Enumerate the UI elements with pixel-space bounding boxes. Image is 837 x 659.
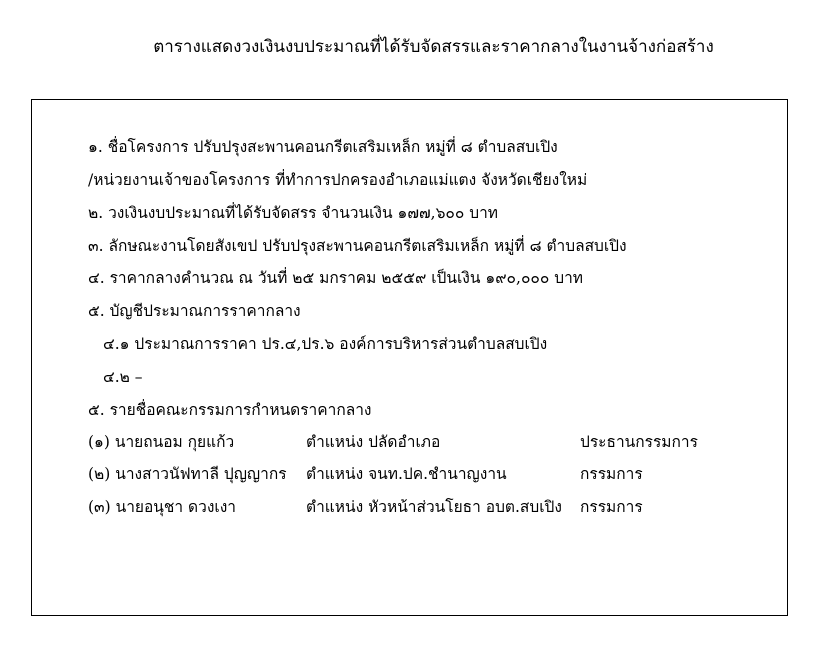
committee-member-name: (๓) นายอนุชา ดวงเงา bbox=[88, 498, 236, 516]
document-title: ตารางแสดงวงเงินงบประมาณที่ได้รับจัดสรรและราคากลางในงานจ้างก่อสร้าง bbox=[153, 37, 714, 57]
committee-member-role: ประธานกรรมการ bbox=[580, 433, 698, 451]
work-nature-line: ๓. ลักษณะงานโดยสังเขป ปรับปรุงสะพานคอนกรีตเสริมเหล็ก หมู่ที่ ๘ ตำบลสบเปิง bbox=[88, 237, 627, 255]
price-list-item-2: ๔.๒ – bbox=[103, 368, 143, 386]
committee-member-name: (๒) นางสาวนัฟทาลี ปุญญากร bbox=[88, 465, 287, 483]
budget-line: ๒. วงเงินงบประมาณที่ได้รับจัดสรร จำนวนเงิน ๑๗๗,๖๐๐ บาท bbox=[88, 204, 499, 222]
committee-member-position: ตำแหน่ง หัวหน้าส่วนโยธา อบต.สบเปิง bbox=[306, 498, 562, 516]
median-price-line: ๔. ราคากลางคำนวณ ณ วันที่ ๒๕ มกราคม ๒๕๕๙ เป็นเงิน ๑๙๐,๐๐๐ บาท bbox=[88, 269, 584, 287]
committee-header: ๕. รายชื่อคณะกรรมการกำหนดราคากลาง bbox=[88, 401, 372, 419]
committee-member-role: กรรมการ bbox=[580, 465, 643, 483]
committee-member-name: (๑) นายถนอม กุยแก้ว bbox=[88, 433, 235, 451]
committee-member-role: กรรมการ bbox=[580, 498, 643, 516]
project-name-line: ๑. ชื่อโครงการ ปรับปรุงสะพานคอนกรีตเสริมเหล็ก หมู่ที่ ๘ ตำบลสบเปิง bbox=[88, 138, 558, 156]
price-list-item-1: ๔.๑ ประมาณการราคา ปร.๔,ปร.๖ องค์การบริหารส่วนตำบลสบเปิง bbox=[103, 335, 548, 353]
agency-line: /หน่วยงานเจ้าของโครงการ ที่ทำการปกครองอำเภอแม่แตง จังหวัดเชียงใหม่ bbox=[88, 171, 588, 189]
committee-member-position: ตำแหน่ง ปลัดอำเภอ bbox=[306, 433, 441, 451]
price-list-header: ๕. บัญชีประมาณการราคากลาง bbox=[88, 302, 301, 320]
committee-member-position: ตำแหน่ง จนท.ปค.ชำนาญงาน bbox=[306, 465, 507, 483]
